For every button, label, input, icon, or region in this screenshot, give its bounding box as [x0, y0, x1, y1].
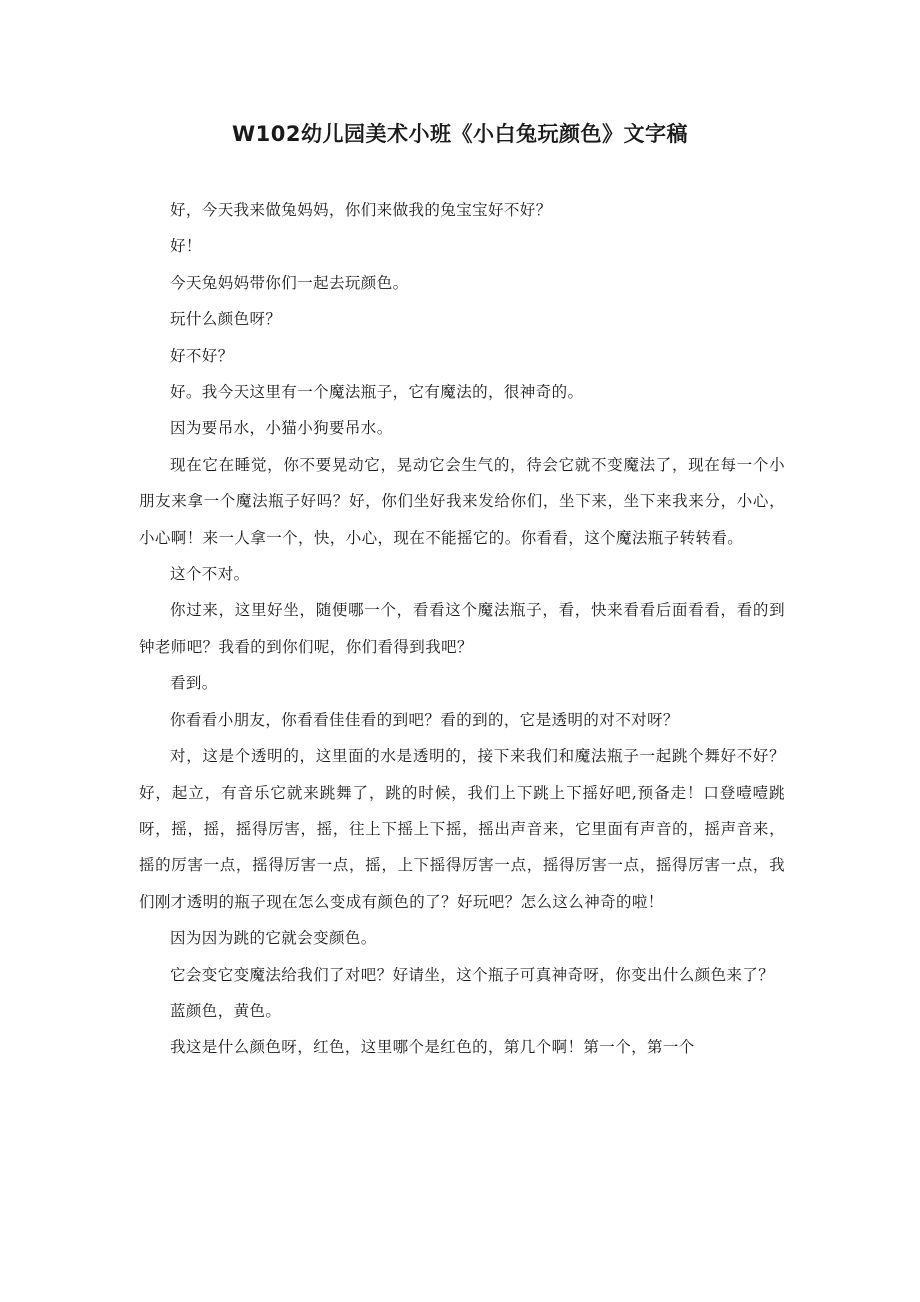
- paragraph: 玩什么颜色呀？: [170, 310, 282, 329]
- paragraph: 这个不对。: [170, 565, 250, 584]
- paragraph: 好，今天我来做兔妈妈，你们来做我的兔宝宝好不好？: [170, 201, 552, 219]
- paragraph: 你看看小朋友，你看看佳佳看的到吧？看的到的，它是透明的对不对呀？: [170, 710, 679, 729]
- paragraph: 因为要吊水，小猫小狗要吊水。: [170, 419, 393, 438]
- paragraph: 好不好？: [170, 346, 234, 365]
- paragraph: 看到。: [170, 674, 218, 693]
- paragraph: 好。我今天这里有一个魔法瓶子，它有魔法的，很神奇的。: [170, 383, 584, 402]
- paragraph: 因为因为跳的它就会变颜色。: [170, 929, 377, 948]
- paragraph: 今天兔妈妈带你们一起去玩颜色。: [170, 273, 409, 292]
- paragraph: 它会变它变魔法给我们了对吧？好请坐，这个瓶子可真神奇呀，你变出什么颜色来了？: [170, 965, 775, 984]
- document-title: W102幼儿园美术小班《小白兔玩颜色》文字稿: [232, 122, 688, 146]
- document-body: [139, 192, 785, 1066]
- paragraph: 对，这是个透明的，这里面的水是透明的，接下来我们和魔法瓶子一起跳个舞好不好？好，起立，有音乐它就来跳舞了，跳的时候，我们上下跳上下摇好吧,预备走！口登噎噎跳呀，摇，摇，摇得厉害，摇，往上下摇上下摇，摇出声音来，它里面有声音的，摇声音来，摇的厉害一点，摇得厉害一点，摇，上下摇得厉害一点，摇得厉害一点，摇得厉害一点，我们刚才透明的瓶子现在怎么变成有颜色的了？好玩吧？怎么这么神奇的啦！: [139, 747, 785, 911]
- paragraph: 好！: [170, 237, 202, 256]
- paragraph: 我这是什么颜色呀，红色，这里哪个是红色的，第几个啊！第一个，第一个: [170, 1038, 695, 1057]
- paragraph: 你过来，这里好坐，随便哪一个，看看这个魔法瓶子，看，快来看看后面看看，看的到钟老师吧？我看的到你们呢，你们看得到我吧？: [139, 601, 785, 656]
- paragraph: 现在它在睡觉，你不要晃动它，晃动它会生气的，待会它就不变魔法了，现在每一个小朋友来拿一个魔法瓶子好吗？好，你们坐好我来发给你们，坐下来，坐下来我来分，小心，小心啊！来一人拿一个，快，小心，现在不能摇它的。你看看，这个魔法瓶子转转看。: [139, 455, 785, 547]
- paragraph: 蓝颜色，黄色。: [170, 1001, 282, 1020]
